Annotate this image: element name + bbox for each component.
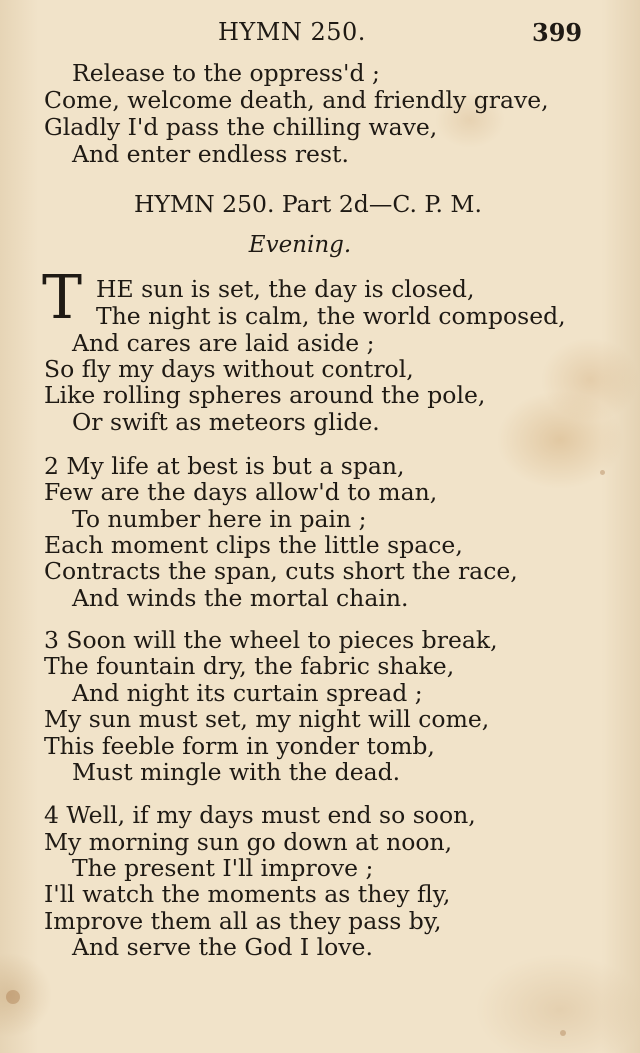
foxing-spot <box>560 1030 566 1036</box>
verse-line: My morning sun go down at noon, <box>44 828 453 856</box>
hymn-subtitle: Evening. <box>248 232 352 258</box>
verse-line: And serve the God I love. <box>72 933 373 961</box>
page-number: 399 <box>532 18 583 47</box>
verse-line: Like rolling spheres around the pole, <box>44 381 486 409</box>
verse-line: Contracts the span, cuts short the race, <box>44 557 518 585</box>
verse-line: To number here in pain ; <box>72 505 367 533</box>
verse-line: My sun must set, my night will come, <box>44 705 490 733</box>
drop-cap: T <box>42 263 83 333</box>
verse-line: The fountain dry, the fabric shake, <box>44 652 455 680</box>
verse-line: Each moment clips the little space, <box>44 531 463 559</box>
verse-line: The night is calm, the world composed, <box>96 302 566 330</box>
verse-line: So fly my days without control, <box>44 355 414 383</box>
hymn-heading: HYMN 250. Part 2d—C. P. M. <box>134 190 482 218</box>
page-header <box>0 14 640 50</box>
verse-line: 3 Soon will the wheel to pieces break, <box>44 626 498 654</box>
verse-line: I'll watch the moments as they fly, <box>44 880 451 908</box>
verse-line: Few are the days allow'd to man, <box>44 478 438 506</box>
verse-line: Or swift as meteors glide. <box>72 408 380 436</box>
continuation-line: Gladly I'd pass the chilling wave, <box>44 113 438 141</box>
continuation-line: Release to the oppress'd ; <box>72 59 380 87</box>
verse-line: The present I'll improve ; <box>72 854 374 882</box>
verse-line: HE sun is set, the day is closed, <box>96 275 475 303</box>
verse-line: Must mingle with the dead. <box>72 758 401 786</box>
verse-line: This feeble form in yonder tomb, <box>44 732 435 760</box>
verse-line: Improve them all as they pass by, <box>44 907 442 935</box>
verse-line: And winds the mortal chain. <box>72 584 409 612</box>
verse-line: 2 My life at best is but a span, <box>44 452 405 480</box>
verse-line: 4 Well, if my days must end so soon, <box>44 801 476 829</box>
verse-line: And night its curtain spread ; <box>72 679 423 707</box>
foxing-spot <box>600 470 605 475</box>
foxing-spot <box>6 990 20 1004</box>
continuation-line: And enter endless rest. <box>72 140 349 168</box>
running-title: HYMN 250. <box>218 18 366 46</box>
verse-line: And cares are laid aside ; <box>72 329 375 357</box>
continuation-line: Come, welcome death, and friendly grave, <box>44 86 549 114</box>
